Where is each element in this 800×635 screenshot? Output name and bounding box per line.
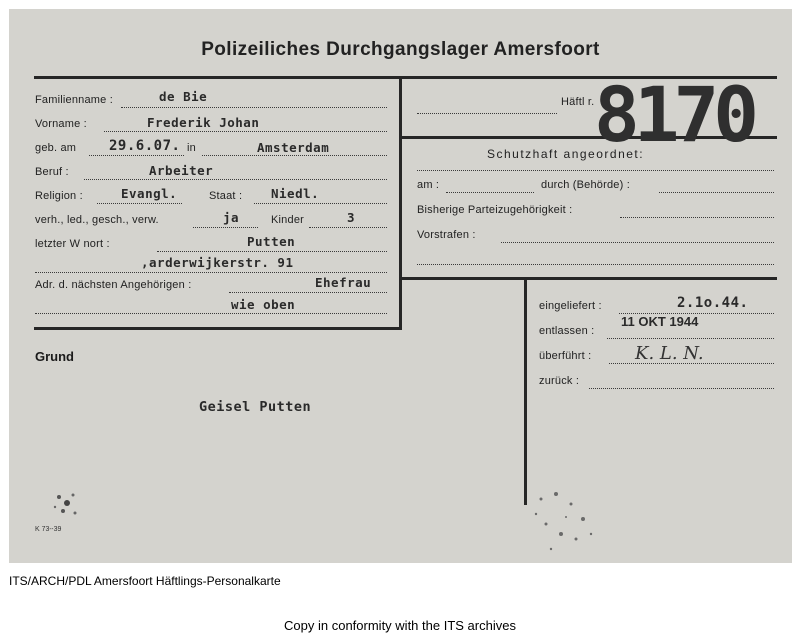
- beruf-value: Arbeiter: [149, 163, 214, 178]
- angehoerigen-dots-2: [35, 313, 387, 314]
- vorname-value: Frederik Johan: [147, 115, 260, 130]
- zurueck-label: zurück :: [539, 375, 580, 387]
- familienname-dots: [121, 107, 387, 108]
- wohnort-street-value: ‚arderwijkerstr. 91: [141, 255, 294, 270]
- kinder-label: Kinder: [271, 214, 304, 226]
- religion-label: Religion :: [35, 190, 83, 202]
- grund-label: Grund: [35, 349, 74, 364]
- vorstrafen-label: Vorstrafen :: [417, 229, 476, 241]
- familienname-label: Familienname :: [35, 94, 113, 106]
- wohnort-dots: [157, 251, 387, 252]
- angehoerigen-label: Adr. d. nächsten Angehörigen :: [35, 279, 192, 291]
- partei-dots: [620, 217, 774, 218]
- am-label: am :: [417, 179, 440, 191]
- grund-value: Geisel Putten: [199, 399, 312, 415]
- ueberfuehrt-value: K. L. N.: [635, 343, 704, 364]
- angehoerigen-value: Ehefrau: [315, 275, 372, 290]
- left-box-divider: [399, 76, 402, 330]
- geb-in-dots: [202, 155, 387, 156]
- entlassen-label: entlassen :: [539, 325, 595, 337]
- geb-in-label: in: [187, 142, 196, 154]
- ueberfuehrt-label: überführt :: [539, 350, 592, 362]
- schutzhaft-heading: Schutzhaft angeordnet:: [487, 147, 645, 161]
- entlassen-dots: [607, 338, 774, 339]
- prisoner-card: [9, 9, 792, 563]
- archive-caption: ITS/ARCH/PDL Amersfoort Häftlings-Personalkarte: [9, 574, 281, 588]
- vorname-dots: [104, 131, 387, 132]
- wohnort-label: letzter W nort :: [35, 238, 110, 250]
- haeftling-label: Häftl r.: [561, 96, 595, 108]
- haeftling-number: 8170: [594, 70, 754, 159]
- copy-note: Copy in conformity with the ITS archives: [284, 618, 516, 633]
- beruf-label: Beruf :: [35, 166, 69, 178]
- familienname-value: de Bie: [159, 89, 208, 104]
- stand-value: ja: [223, 210, 240, 225]
- entlassen-value: 11 OKT 1944: [621, 314, 699, 329]
- religion-dots: [97, 203, 182, 204]
- religion-value: Evangl.: [121, 186, 178, 201]
- staat-label: Staat :: [209, 190, 243, 202]
- vorstrafen-dots-2: [417, 264, 774, 265]
- stand-dots: [193, 227, 258, 228]
- vorstrafen-dots: [501, 242, 774, 243]
- eingeliefert-value: 2.1o.44.: [677, 295, 749, 311]
- schutzhaft-dots: [417, 170, 774, 171]
- wohnort-value: Putten: [247, 234, 296, 249]
- kinder-value: 3: [347, 210, 356, 225]
- eingeliefert-label: eingeliefert :: [539, 300, 602, 312]
- angehoerigen-value-2: wie oben: [231, 297, 296, 312]
- staat-value: Niedl.: [271, 186, 320, 201]
- staat-dots: [254, 203, 387, 204]
- durch-dots: [659, 192, 774, 193]
- geb-am-value: 29.6.07.: [109, 138, 181, 154]
- form-code: K 73-⸱39: [35, 526, 62, 533]
- durch-label: durch (Behörde) :: [541, 179, 630, 191]
- angehoerigen-dots: [229, 292, 387, 293]
- stamp-mark-right: [521, 479, 611, 559]
- am-dots: [446, 192, 534, 193]
- vorname-label: Vorname :: [35, 118, 87, 130]
- geb-am-dots: [89, 155, 184, 156]
- wohnort-street-dots: [35, 272, 387, 273]
- right-middle-rule: [399, 277, 777, 280]
- stand-label: verh., led., gesch., verw.: [35, 214, 159, 226]
- status-divider: [524, 279, 527, 505]
- kinder-dots: [309, 227, 387, 228]
- beruf-dots: [84, 179, 387, 180]
- geb-place-value: Amsterdam: [257, 140, 330, 155]
- partei-label: Bisherige Parteizugehörigkeit :: [417, 204, 573, 216]
- zurueck-dots: [589, 388, 774, 389]
- left-box-bottom-rule: [34, 327, 402, 330]
- haeftling-dots: [417, 113, 557, 114]
- stamp-mark-left: [47, 485, 87, 525]
- geb-am-label: geb. am: [35, 142, 77, 154]
- card-title: Polizeiliches Durchgangslager Amersfoort: [201, 39, 600, 60]
